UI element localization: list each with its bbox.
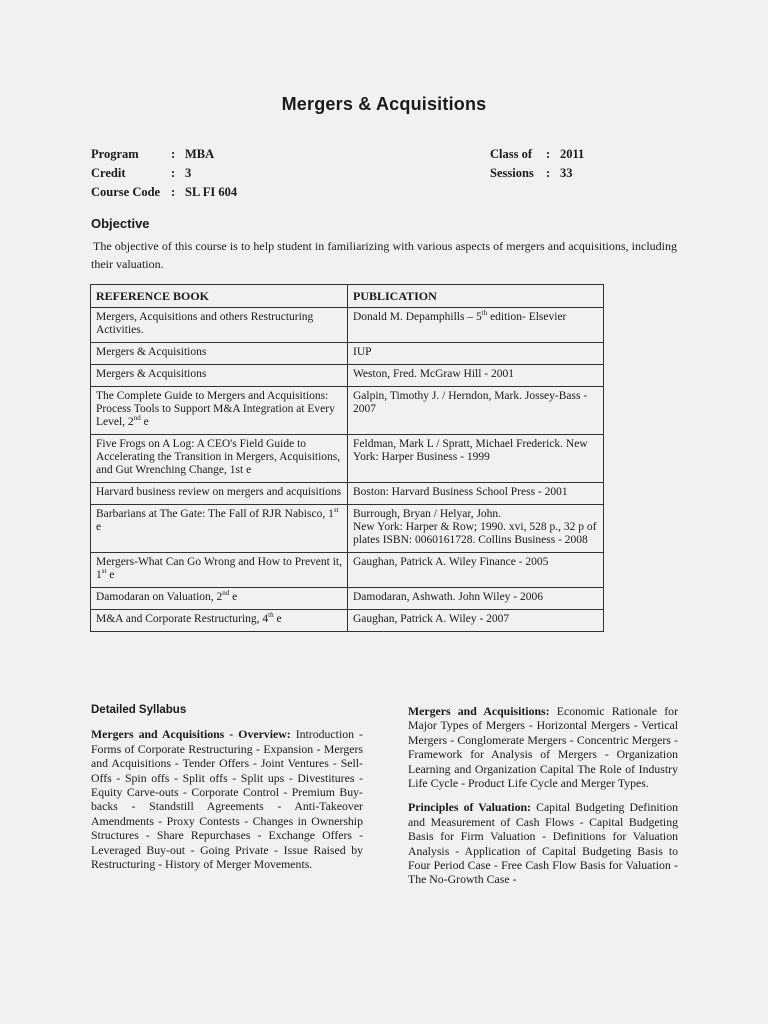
syllabus-left-column [91, 703, 363, 881]
cell-text: Mergers, Acquisitions and others Restructuring Activities. [96, 311, 314, 336]
table-row [91, 387, 604, 435]
superscript: st [333, 506, 339, 515]
meta-key: Credit [91, 166, 126, 180]
reference-book-cell [91, 553, 348, 588]
cell-text: Feldman, Mark L / Spratt, Michael Frederick. New York: Harper Business - 1999 [353, 438, 588, 463]
reference-book-cell [91, 435, 348, 483]
publication-cell [348, 308, 604, 343]
cell-text: e [273, 613, 282, 625]
publication-cell [348, 365, 604, 387]
reference-book-cell [91, 343, 348, 365]
meta-value: 2011 [560, 147, 585, 161]
meta-row-sessions [490, 164, 584, 183]
table-header-row [91, 285, 604, 308]
syllabus-paragraph [408, 704, 678, 790]
cell-text: edition- Elsevier [487, 311, 567, 323]
cell-text: Mergers & Acquisitions [96, 368, 207, 380]
meta-colon: : [171, 185, 176, 199]
meta-key: Course Code [91, 185, 161, 199]
superscript: st [101, 567, 107, 576]
meta-colon: : [546, 147, 551, 161]
table-row [91, 435, 604, 483]
cell-text: Burrough, Bryan / Helyar, John. [353, 508, 502, 520]
reference-table [90, 284, 604, 632]
cell-text: The Complete Guide to Mergers and Acquisitions: Process Tools to Support M&A Integration at Every Level, 2 [96, 390, 335, 428]
cell-text: e [106, 569, 115, 581]
table-row [91, 588, 604, 610]
table-row [91, 610, 604, 632]
superscript: th [481, 309, 488, 318]
meta-colon: : [546, 166, 551, 180]
reference-book-cell [91, 610, 348, 632]
cell-text: Five Frogs on A Log: A CEO's Field Guide to Accelerating the Transition in Mergers, Acquisitions, and Gut Wrenching Change, 1st e [96, 438, 341, 476]
cell-text: Boston: Harvard Business School Press - 2001 [353, 486, 568, 498]
publication-cell [348, 483, 604, 505]
meta-colon: : [171, 166, 176, 180]
table-row [91, 365, 604, 387]
course-meta-right [490, 145, 584, 183]
superscript: nd [222, 589, 230, 598]
cell-text: Harvard business review on mergers and acquisitions [96, 486, 342, 498]
meta-row-program [91, 145, 237, 164]
cell-text: Damodaran, Ashwath. John Wiley - 2006 [353, 591, 544, 603]
cell-text: e [140, 416, 149, 428]
reference-book-cell [91, 308, 348, 343]
table-row [91, 308, 604, 343]
meta-row-class-of [490, 145, 584, 164]
cell-text: e [229, 591, 238, 603]
table-row [91, 553, 604, 588]
syllabus-left-paragraphs [91, 727, 363, 871]
syllabus-topic-text: Economic Rationale for Major Types of Mergers - Horizontal Mergers - Vertical Mergers - Conglomerate Mergers - Concentric Mergers - Framework for Analysis of Mergers - Organization Learning and Organization Capital The Role of Industry Life Cycle - Product Life Cycle and Merger Types. [408, 704, 679, 791]
cell-text: e [96, 521, 102, 533]
syllabus-right-paragraphs [408, 704, 678, 887]
column-header-reference-book: REFERENCE BOOK [91, 285, 348, 308]
cell-text: Donald M. Depamphills – 5 [353, 311, 482, 323]
meta-value: 3 [185, 166, 192, 180]
cell-text: New York: Harper & Row; 1990. xvi, 528 p., 32 p of plates ISBN: 0060161728. Collins Business - 2008 [353, 521, 597, 546]
syllabus-topic-text: Capital Budgeting Definition and Measurement of Cash Flows - Capital Budgeting Basis for Firm Valuation - Definitions for Valuation Analysis - Application of Capital Budgeting Basis to Four Period Case - Free Cash Flow Basis for Valuation - The No-Growth Case - [408, 800, 679, 887]
meta-key: Program [91, 147, 139, 161]
syllabus-topic-text: Introduction - Forms of Corporate Restructuring - Expansion - Mergers and Acquisitions - Tender Offers - Joint Ventures - Sell-Offs - Spin offs - Split offs - Split ups - Divestitures - Equity Carve-outs - Corporate Control - Premium Buy-backs - Standstill Agreements - Anti-Takeover Amendments - Proxy Contests - Changes in Ownership Structures - Share Repurchases - Exchange Offers - Leveraged Buy-out - Going Private - Issue Raised by Restructuring - History of Merger Movements. [91, 727, 363, 872]
page-title: Mergers & Acquisitions [281, 94, 487, 114]
cell-text: Mergers & Acquisitions [96, 346, 207, 358]
publication-cell [348, 435, 604, 483]
meta-row-course-code [91, 183, 237, 202]
syllabus-topic-title: Mergers and Acquisitions: [408, 704, 550, 718]
syllabus-right-column [408, 704, 678, 897]
meta-value: MBA [185, 147, 215, 161]
publication-cell [348, 343, 604, 365]
objective-text: The objective of this course is to help student in familiarizing with various aspects of mergers and acquisitions, including their valuation. [91, 239, 677, 271]
table-row [91, 483, 604, 505]
meta-key: Class of [490, 147, 533, 161]
reference-book-cell [91, 365, 348, 387]
cell-text: IUP [353, 346, 372, 358]
meta-value: SL FI 604 [185, 185, 238, 199]
cell-text: Damodaran on Valuation, 2 [96, 591, 223, 603]
meta-value: 33 [560, 166, 573, 180]
cell-text: Mergers-What Can Go Wrong and How to Prevent it, 1 [96, 556, 342, 581]
course-meta-left [91, 145, 237, 202]
publication-cell [348, 387, 604, 435]
cell-text: M&A and Corporate Restructuring, 4 [96, 613, 269, 625]
publication-cell [348, 610, 604, 632]
cell-text: Gaughan, Patrick A. Wiley - 2007 [353, 613, 510, 625]
table-row [91, 343, 604, 365]
reference-book-cell [91, 483, 348, 505]
syllabus-paragraph [91, 727, 363, 871]
syllabus-paragraph [408, 800, 678, 886]
meta-colon: : [171, 147, 176, 161]
reference-book-cell [91, 505, 348, 553]
superscript: nd [133, 414, 141, 423]
reference-book-cell [91, 387, 348, 435]
table-row [91, 505, 604, 553]
publication-cell [348, 588, 604, 610]
cell-text: Galpin, Timothy J. / Herndon, Mark. Jossey-Bass - 2007 [353, 390, 588, 415]
meta-row-credit [91, 164, 237, 183]
cell-text: Barbarians at The Gate: The Fall of RJR Nabisco, 1 [96, 508, 334, 520]
column-header-publication: PUBLICATION [348, 285, 604, 308]
meta-key: Sessions [490, 166, 534, 180]
syllabus-heading: Detailed Syllabus [91, 704, 187, 716]
cell-text: Gaughan, Patrick A. Wiley Finance - 2005 [353, 556, 549, 568]
syllabus-topic-title: Mergers and Acquisitions - Overview: [91, 727, 291, 742]
syllabus-topic-title: Principles of Valuation: [408, 800, 531, 815]
publication-cell [348, 505, 604, 553]
reference-table-body [91, 308, 604, 632]
reference-book-cell [91, 588, 348, 610]
objective-heading: Objective [91, 216, 150, 231]
cell-text: Weston, Fred. McGraw Hill - 2001 [353, 368, 515, 380]
publication-cell [348, 553, 604, 588]
superscript: th [268, 611, 274, 620]
